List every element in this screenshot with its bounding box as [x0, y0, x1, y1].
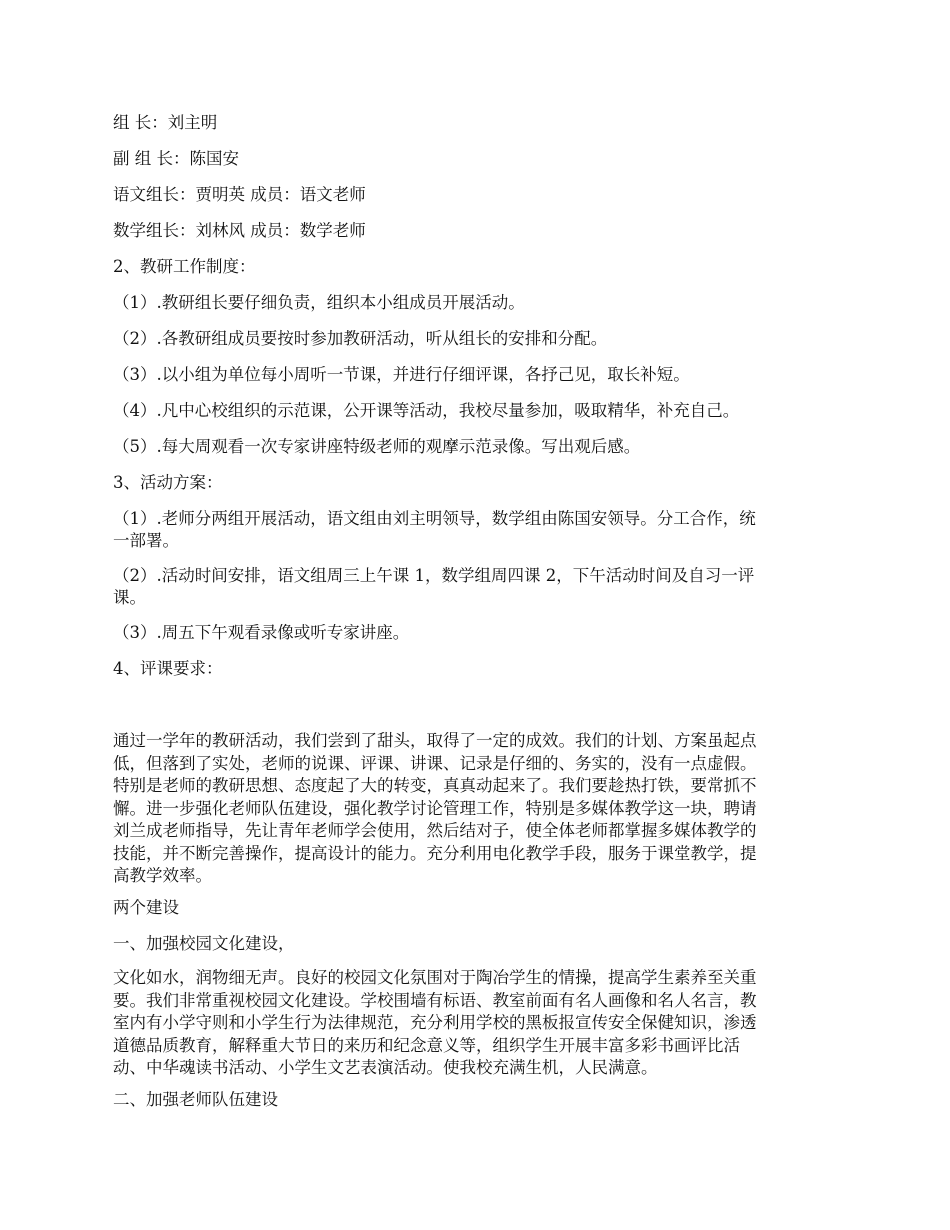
section-heading-4: 4、评课要求： — [113, 659, 223, 678]
summary-line: 懈。进一步强化老师队伍建设，强化教学讨论管理工作，特别是多媒体教学这一块，聘请 — [113, 798, 757, 818]
culture-line: 文化如水，润物细无声。良好的校园文化氛围对于陶冶学生的情操，提高学生素养至关重 — [113, 968, 757, 987]
rule-item-1: （1）.教研组长要仔细负责，组织本小组成员开展活动。 — [113, 293, 525, 312]
section-heading-3: 3、活动方案： — [113, 473, 223, 492]
summary-line: 通过一学年的教研活动，我们尝到了甜头，取得了一定的成效。我们的计划、方案虽起点 — [113, 731, 757, 750]
culture-line: 室内有小学守则和小学生行为法律规范，充分利用学校的黑板报宣传安全保健知识，渗透 — [113, 1013, 757, 1032]
two-constructions-heading: 两个建设 — [113, 898, 179, 917]
campus-culture-heading: 一、加强校园文化建设， — [113, 934, 295, 953]
math-group-line: 数学组长：刘林风 成员：数学老师 — [113, 221, 366, 240]
plan-item-1-line-2: 一部署。 — [113, 531, 179, 550]
plan-item-1-line-1: （1）.老师分两组开展活动，语文组由刘主明领导，数学组由陈国安领导。分工合作，统 — [113, 509, 756, 528]
plan-item-2-line-2: 课。 — [113, 588, 146, 607]
campus-culture-paragraph — [113, 967, 843, 1080]
summary-line: 技能，并不断完善操作，提高设计的能力。充分利用电化教学手段，服务于课堂教学，提 — [113, 843, 757, 863]
summary-line: 刘兰成老师指导，先让青年老师学会使用，然后结对子，使全体老师都掌握多媒体教学的 — [113, 821, 757, 840]
culture-line: 要。我们非常重视校园文化建设。学校围墙有标语、教室前面有名人画像和名人名言，教 — [113, 990, 757, 1010]
summary-line: 特别是老师的教研思想、态度起了大的转变，真真动起来了。我们要趁热打铁，要常抓不 — [113, 776, 757, 795]
culture-line: 动、中华魂读书活动、小学生文艺表演活动。使我校充满生机，人民满意。 — [113, 1058, 658, 1077]
section-heading-2: 2、教研工作制度： — [113, 257, 256, 276]
plan-item-3: （3）.周五下午观看录像或听专家讲座。 — [113, 623, 410, 642]
rule-item-4: （4）.凡中心校组织的示范课，公开课等活动，我校尽量参加，吸取精华，补充自己。 — [113, 401, 740, 420]
plan-item-2-line-1: （2）.活动时间安排，语文组周三上午课 1，数学组周四课 2，下午活动时间及自习一评 — [113, 566, 755, 585]
leader-line: 组 长：刘主明 — [113, 113, 218, 132]
summary-line: 低，但落到了实处，老师的说课、评课、讲课、记录是仔细的、务实的，没有一点虚假。 — [113, 753, 757, 773]
rule-item-5: （5）.每大周观看一次专家讲座特级老师的观摩示范录像。写出观后感。 — [113, 437, 641, 456]
teacher-team-heading: 二、加强老师队伍建设 — [113, 1090, 278, 1109]
rule-item-3: （3）.以小组为单位每小周听一节课，并进行仔细评课，各抒己见，取长补短。 — [113, 365, 690, 384]
chinese-group-line: 语文组长：贾明英 成员：语文老师 — [113, 185, 366, 204]
summary-paragraph — [113, 730, 843, 888]
summary-line: 高教学效率。 — [113, 866, 212, 885]
rule-item-2: （2）.各教研组成员要按时参加教研活动，听从组长的安排和分配。 — [113, 329, 608, 348]
culture-line: 道德品质教育，解释重大节日的来历和纪念意义等，组织学生开展丰富多彩书画评比活 — [113, 1035, 740, 1055]
vice-leader-line: 副 组 长：陈国安 — [113, 149, 239, 168]
